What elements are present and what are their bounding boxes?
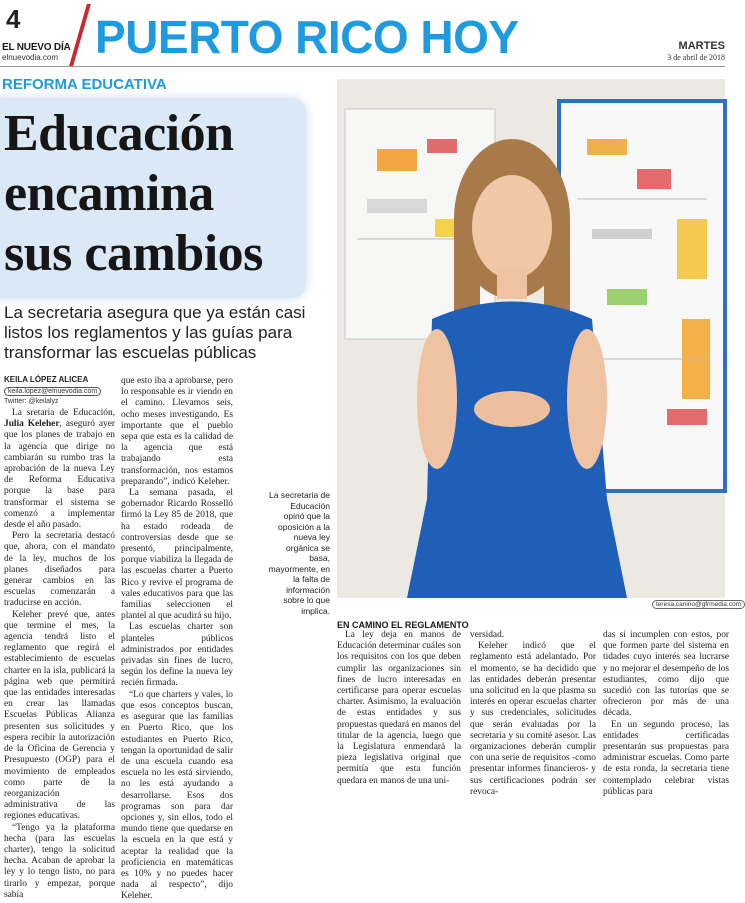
paragraph: La ley deja en manos de Educación determinar cuáles son los requisitos con los que deben cumplir las organizaciones sin fines de lucro interesadas en certificarse para operar escuelas charter. Asimismo, la evaluación de estas entidades y sus propuestas quedará en manos del titular de la agencia, luego que la Legislatura enmendará la pieza legislativa original que permitía que esta función quedara en manos de una uni- bbox=[337, 630, 461, 786]
headline-line: sus cambios bbox=[4, 225, 263, 282]
paragraph bbox=[4, 408, 115, 531]
issue-date: 3 de abril de 2018 bbox=[667, 53, 725, 62]
paragraph: que esto iba a aprobarse, pero lo responsable es ir viendo en el camino. Llevamos seis, ocho meses investigando. Es importante que el pueblo sepa que esta es la calidad de la agencia que está trabajando esta transformación, nos estamos preparando”, indicó Keleher. bbox=[121, 376, 233, 487]
article-headline bbox=[4, 104, 324, 284]
headline-line: encamina bbox=[4, 165, 214, 222]
paragraph: Keleher prevé que, antes que termine el mes, la agencia tendrá listo el reglamento que regirá el establecimiento de escuelas charter en la isla, publicará la página web que permitirá que las entidades interesadas en crear las llamadas Escuelas Públicas Alianza presenten sus solicitudes y espera recibir la autorización de la Oficina de Gerencia y Presupuesto (OGP) para el movimiento de empleados como parte de la reorganización administrativa de las regiones educativas. bbox=[4, 609, 115, 822]
section-title: PUERTO RICO HOY bbox=[95, 11, 519, 63]
article-column-4 bbox=[470, 630, 596, 798]
article-column-2 bbox=[121, 376, 233, 903]
author-email: keila.lopez@elnuevodia.com bbox=[4, 387, 101, 396]
page-number: 4 bbox=[6, 4, 21, 34]
article-kicker: REFORMA EDUCATIVA bbox=[2, 76, 167, 93]
paragraph: La semana pasada, el gobernador Ricardo Rosselló firmó la Ley 85 de 2018, que ha estado rodeada de controversias desde que se presentó, principalmente, porque viabiliza la llegada de las escuelas charter a Puerto Rico y revive el programa de vales educativos para que las familias seleccionen el plantel al que acudirá su hijo. bbox=[121, 488, 233, 622]
brand-logo: EL NUEVO DÍA bbox=[2, 42, 71, 53]
paragraph: Keleher indicó que el reglamento está adelantado. Por el momento, se ha decidido que las entidades deberán presentar una solicitud en la que plasma su interés en operar escuelas charter y sus credenciales, solicitudes que serán evaluadas por la secretaria y su comité asesor. Las organizaciones deberán cumplir con una serie de requisitos -como presentar informes financieros- y sus certificaciones podrán ser revoca- bbox=[470, 641, 596, 797]
photo-illustration bbox=[337, 79, 725, 598]
brand-url: elnuevodia.com bbox=[2, 53, 59, 62]
article-photo bbox=[337, 79, 725, 598]
subsection-heading: EN CAMINO EL REGLAMENTO bbox=[337, 620, 469, 630]
paragraph: Las escuelas charter son planteles públicos administrados por entidades privadas sin fines de lucro, según los define la nueva ley recién firmada. bbox=[121, 622, 233, 689]
article-column-5 bbox=[603, 630, 729, 798]
paragraph: das si incumplen con estos, por que formen parte del sistema en tidades cuyo interés sea lucrarse y no mejorar el desempeño de los estudiantes, como dijo que sucedió con las tutorías que se ofrecieron por más de una década. bbox=[603, 630, 730, 719]
paragraph: En un segundo proceso, las entidades certificadas presentarán sus propuestas para administrar escuelas. Como parte de esta ronda, la secretaria tiene contemplado celebrar vistas públicas para bbox=[603, 719, 729, 797]
photo-caption: La secretaria de Educación opinó que la oposición a la nueva ley orgánica se basa, mayormente, en la falta de información sobre lo que implica. bbox=[268, 490, 330, 616]
header-rule bbox=[0, 66, 725, 67]
name-highlight: Julia Keleher bbox=[4, 419, 60, 430]
author-twitter: Twitter: @keilalyz bbox=[4, 398, 59, 405]
text: , aseguró ayer que los planes de trabajo en la agencia que dirige no cambiarán su rumbo tras la aprobación de la nueva Ley de Reforma Educativa porque la base para transformar el sistema se comenzó a implementar desde el año pasado. bbox=[4, 419, 115, 531]
article-column-3 bbox=[337, 630, 461, 787]
photo-credit: teresa.canino@gfrmedia.com bbox=[652, 600, 745, 609]
paragraph: versidad. bbox=[470, 630, 505, 640]
issue-day: MARTES bbox=[678, 40, 725, 52]
article-subhead: La secretaria asegura que ya están casi listos los reglamentos y las guías para transformar las escuelas públicas bbox=[4, 303, 306, 362]
paragraph: “Tengo ya la plataforma hecha (para las escuelas charter), tengo la solicitud hecha. Acaban de aprobar la ley y lo tengo listo, no para tirarlo y empezar, porque sabía bbox=[4, 822, 115, 900]
paragraph: “Lo que charters y vales, lo que esos conceptos buscan, es asegurar que las familias en Puerto Rico, que los estudiantes en Puerto Rico, tengan la oportunidad de salir de una escuela cuando esa escuela no les está sirviendo, no les está ayudando a desarrollarse. Esos dos programas son para dar opciones y, sin ellos, todo el mundo tiene que quedarse en la escuela en la que está y aceptar la realidad que la proficiencia en matemáticas es 10% y no puedes hacer nada al respecto”, dijo Keleher. bbox=[121, 689, 233, 902]
paragraph: Pero la secretaria destacó que, ahora, con el mandato de la ley, muchos de los planes diseñados para generar cambios en las escuelas comenzarán a traducirse en acción. bbox=[4, 531, 115, 609]
text: La sretaria de Educación, bbox=[12, 408, 115, 418]
header-slash bbox=[69, 4, 91, 66]
article-column-1 bbox=[4, 408, 115, 901]
headline-line: Educación bbox=[4, 105, 234, 162]
byline: KEILA LÓPEZ ALICEA bbox=[4, 375, 89, 384]
